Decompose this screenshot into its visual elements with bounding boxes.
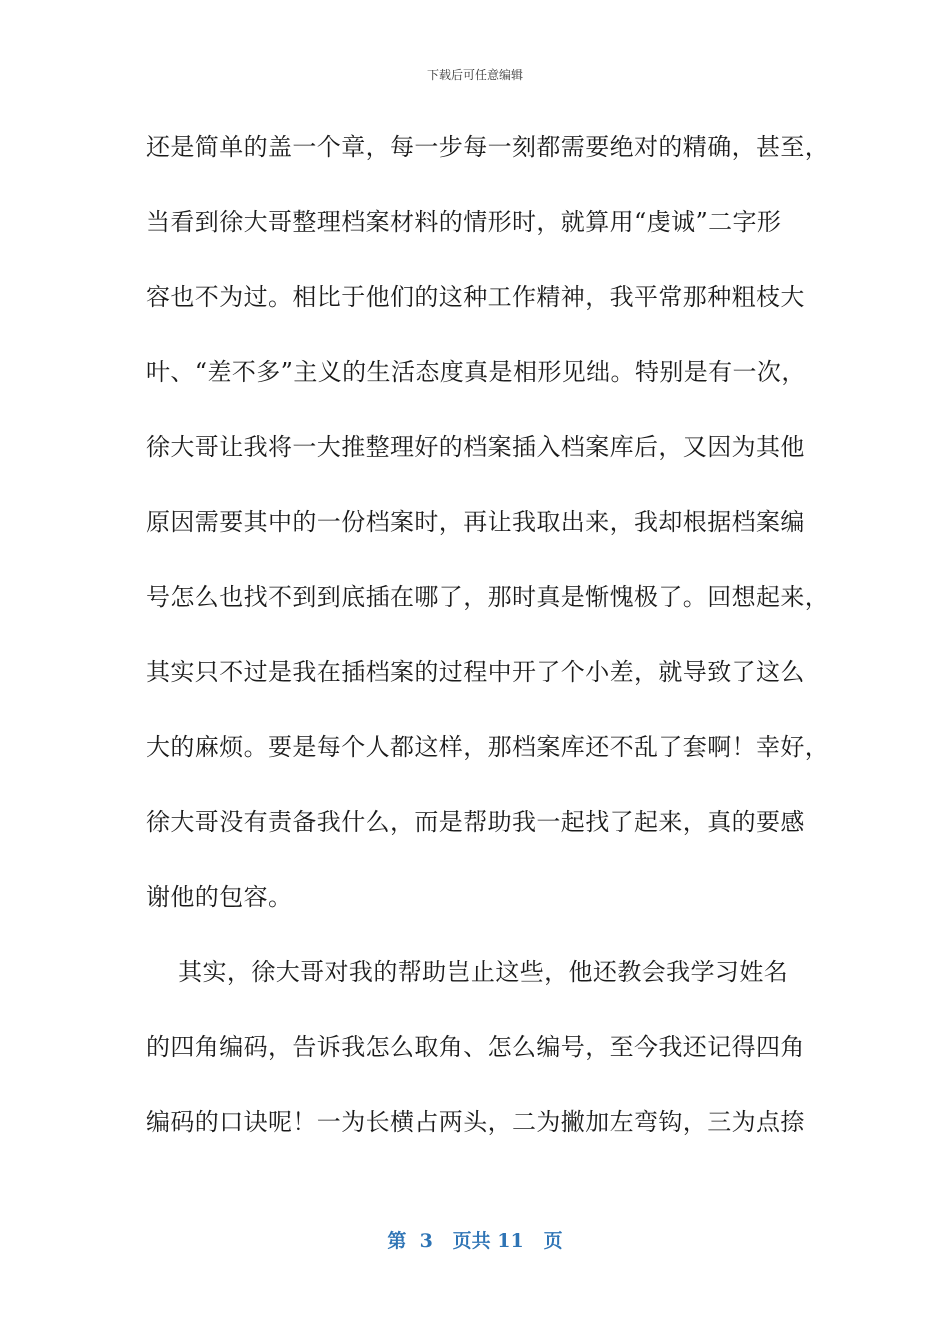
document-body — [146, 128, 830, 1178]
text-line: 其实只不过是我在插档案的过程中开了个小差，就导致了这么 — [146, 658, 805, 686]
text-line: 原因需要其中的一份档案时，再让我取出来，我却根据档案编 — [146, 508, 805, 536]
page-header-note: 下载后可任意编辑 — [426, 68, 523, 82]
text-line: 的四角编码，告诉我怎么取角、怎么编号，至今我还记得四角 — [146, 1033, 805, 1061]
text-line: 编码的口诀呢！一为长横占两头，二为撇加左弯钩，三为点捺 — [146, 1108, 805, 1136]
text-line: 号怎么也找不到到底插在哪了，那时真是惭愧极了。回想起来， — [146, 583, 830, 611]
text-line: 徐大哥让我将一大推整理好的档案插入档案库后，又因为其他 — [146, 433, 805, 461]
text-line: 大的麻烦。要是每个人都这样，那档案库还不乱了套啊！幸好， — [146, 733, 830, 761]
text-line: 还是简单的盖一个章，每一步每一刻都需要绝对的精确，甚至， — [146, 133, 830, 161]
text-line: 谢他的包容。 — [146, 883, 293, 911]
paragraph-start-line: 其实，徐大哥对我的帮助岂止这些，他还教会我学习姓名 — [146, 958, 789, 986]
text-line: 容也不为过。相比于他们的这种工作精神，我平常那种粗枝大 — [146, 283, 805, 311]
text-line: 当看到徐大哥整理档案材料的情形时，就算用“虔诚”二字形 — [146, 208, 782, 236]
text-line: 叶、“差不多”主义的生活态度真是相形见绌。特别是有一次， — [146, 358, 806, 386]
text-line: 徐大哥没有责备我什么，而是帮助我一起找了起来，真的要感 — [146, 808, 805, 836]
page-number-footer: 第 3 页共 11 页 — [387, 1230, 563, 1252]
